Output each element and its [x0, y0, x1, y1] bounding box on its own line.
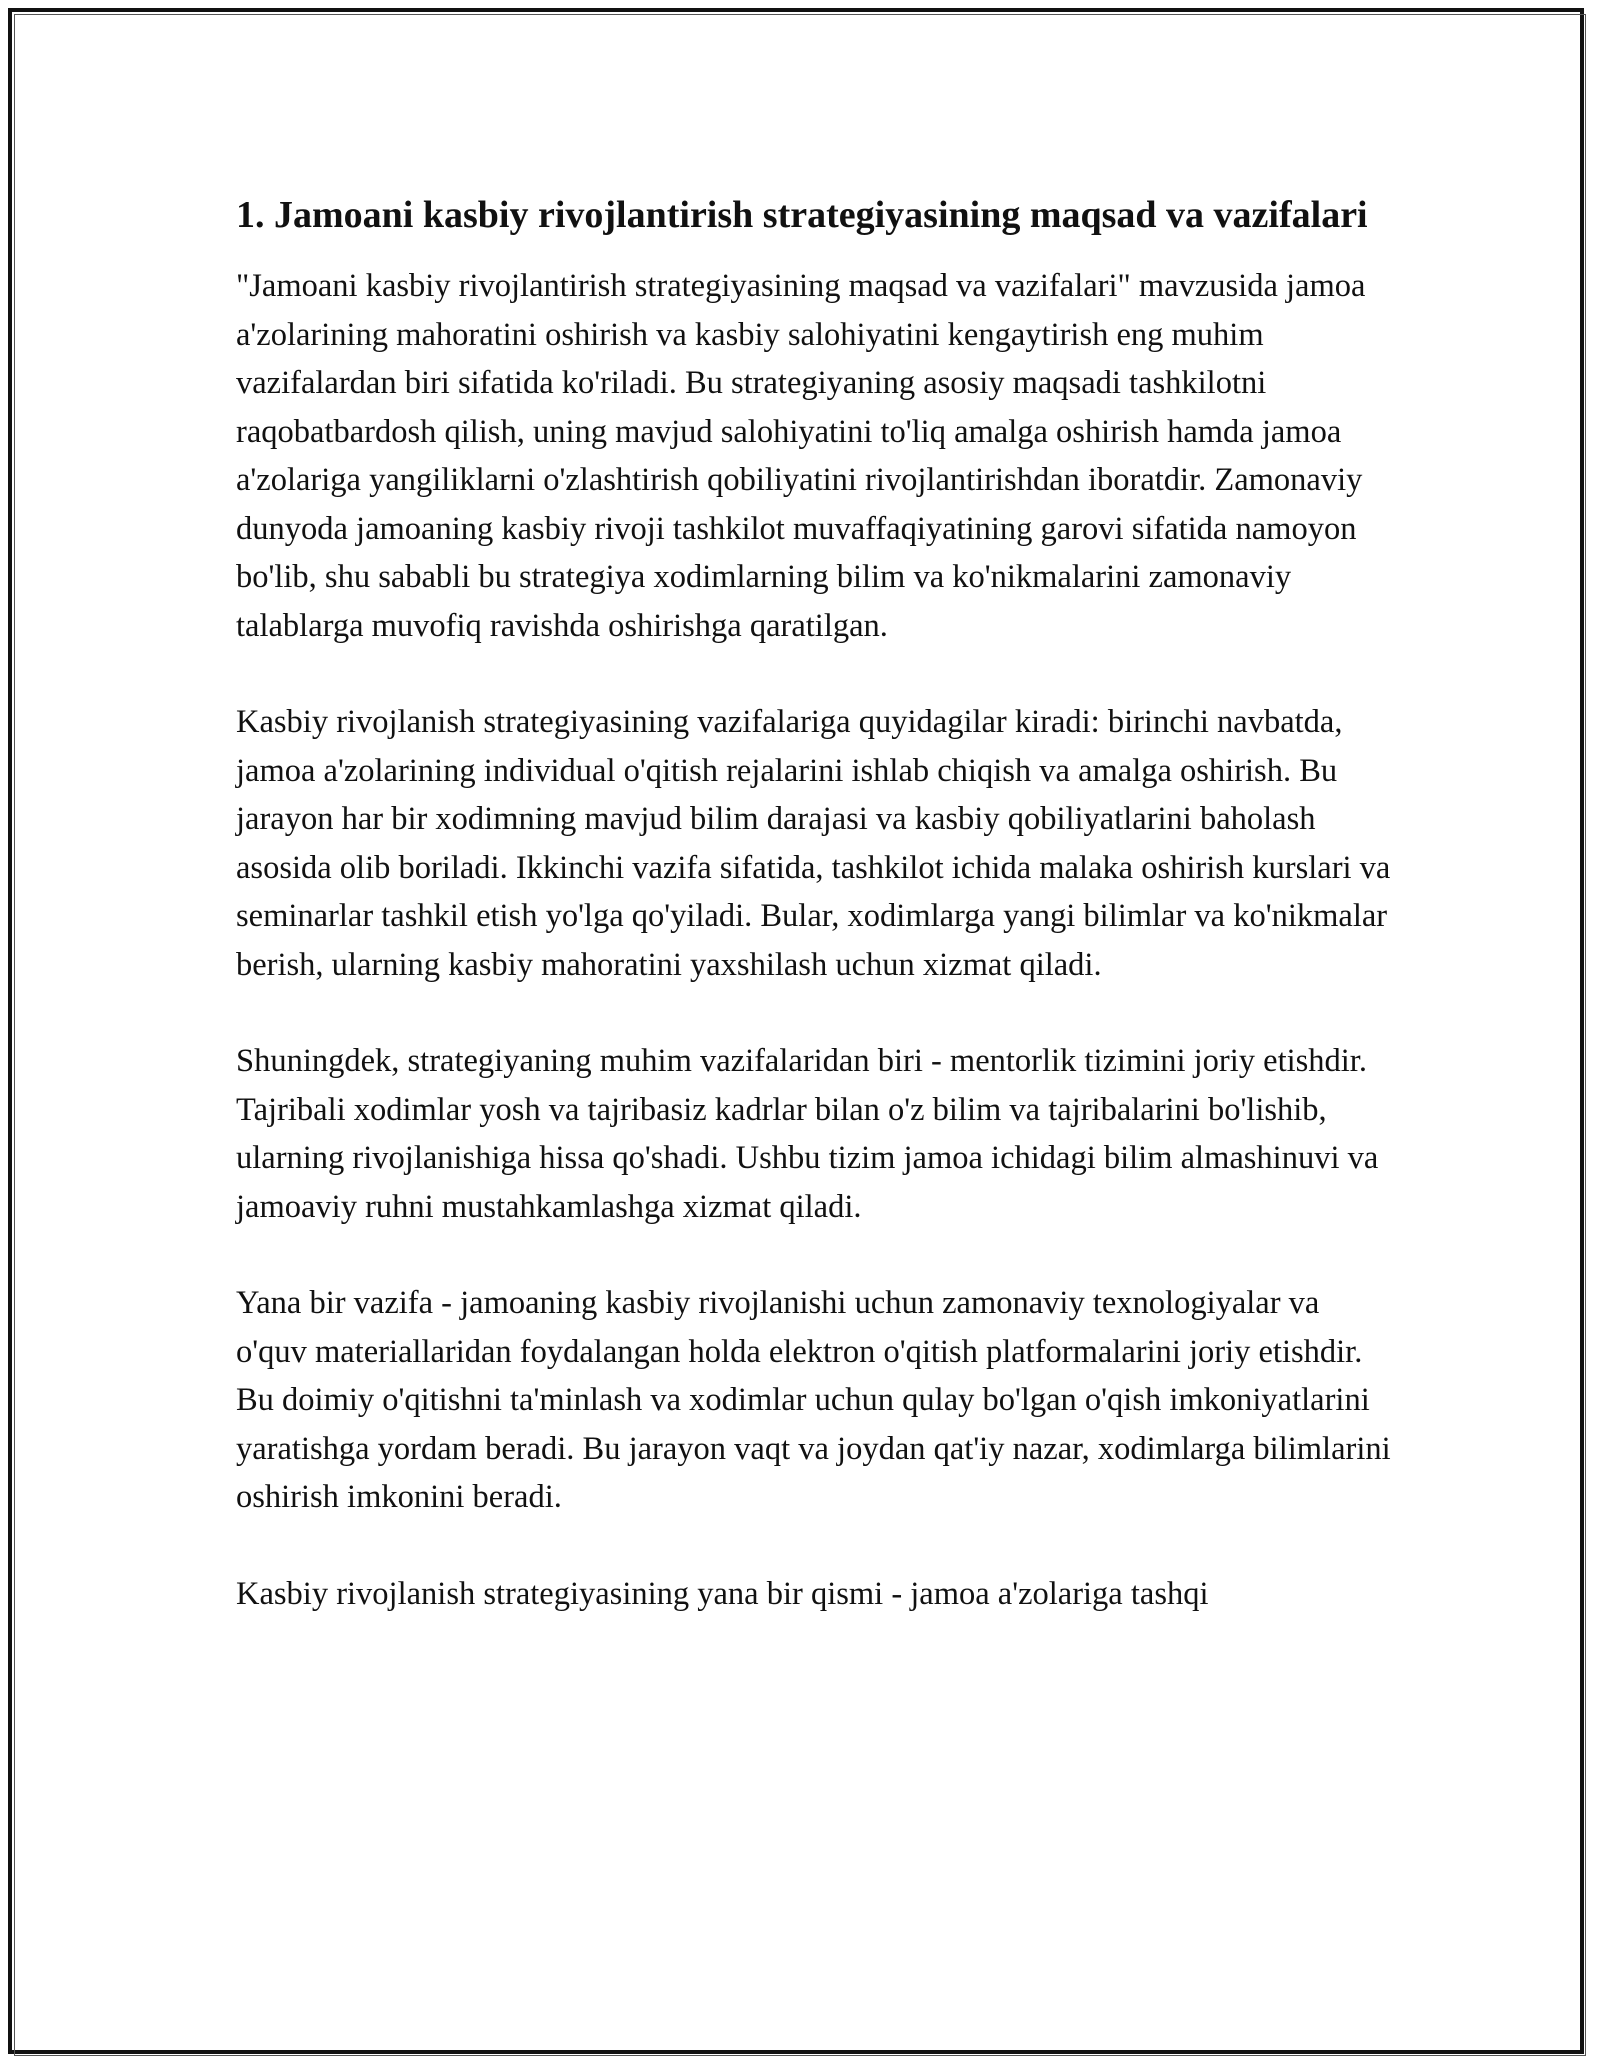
paragraph-2: Kasbiy rivojlanish strategiyasining vazifalariga quyidagilar kiradi: birinchi navbatda, jamoa a'zolarining individual o'qitish rejalarini ishlab chiqish va amalga oshirish. Bu jarayon har bir xodimning mavjud bilim darajasi va kasbiy qobiliyatlarini baholash asosida olib boriladi. Ikkinchi vazifa sifatida, tashkilot ichida malaka oshirish kurslari va seminarlar tashkil etish yo'lga qo'yiladi. Bular, xodimlarga yangi bilimlar va ko'nikmalar berish, ularning kasbiy mahoratini yaxshilash uchun xizmat qiladi.: [236, 704, 1391, 983]
paragraph-4: Yana bir vazifa - jamoaning kasbiy rivojlanishi uchun zamonaviy texnologiyalar va o'quv materiallaridan foydalangan holda elektron o'qitish platformalarini joriy etishdir. Bu doimiy o'qitishni ta'minlash va xodimlar uchun qulay bo'lgan o'qish imkoniyatlarini yaratishga yordam beradi. Bu jarayon vaqt va joydan qat'iy nazar, xodimlarga bilimlarini oshirish imkonini beradi.: [236, 1285, 1391, 1515]
paragraph-3: Shuningdek, strategiyaning muhim vazifalaridan biri - mentorlik tizimini joriy etishdir. Tajribali xodimlar yosh va tajribasiz kadrlar bilan o'z bilim va tajribalarini bo'lishib, ularning rivojlanishiga hissa qo'shadi. Ushbu tizim jamoa ichidagi bilim almashinuvi va jamoaviy ruhni mustahkamlashga xizmat qiladi.: [236, 1043, 1379, 1225]
paragraph-5: Kasbiy rivojlanish strategiyasining yana bir qismi - jamoa a'zolariga tashqi: [236, 1575, 1209, 1612]
section-heading: 1. Jamoani kasbiy rivojlantirish strategiyasining maqsad va vazifalari: [236, 194, 1368, 236]
document-body: [236, 188, 1396, 1666]
paragraph-1: "Jamoani kasbiy rivojlantirish strategiyasining maqsad va vazifalari" mavzusida jamoa a'zolarining mahoratini oshirish va kasbiy salohiyatini kengaytirish eng muhim vazifalardan biri sifatida ko'riladi. Bu strategiyaning asosiy maqsadi tashkilotni raqobatbardosh qilish, uning mavjud salohiyatini to'liq amalga oshirish hamda jamoa a'zolariga yangiliklarni o'zlashtirish qobiliyatini rivojlantirishdan iboratdir. Zamonaviy dunyoda jamoaning kasbiy rivoji tashkilot muvaffaqiyatining garovi sifatida namoyon bo'lib, shu sababli bu strategiya xodimlarning bilim va ko'nikmalarini zamonaviy talablarga muvofiq ravishda oshirishga qaratilgan.: [236, 268, 1366, 644]
